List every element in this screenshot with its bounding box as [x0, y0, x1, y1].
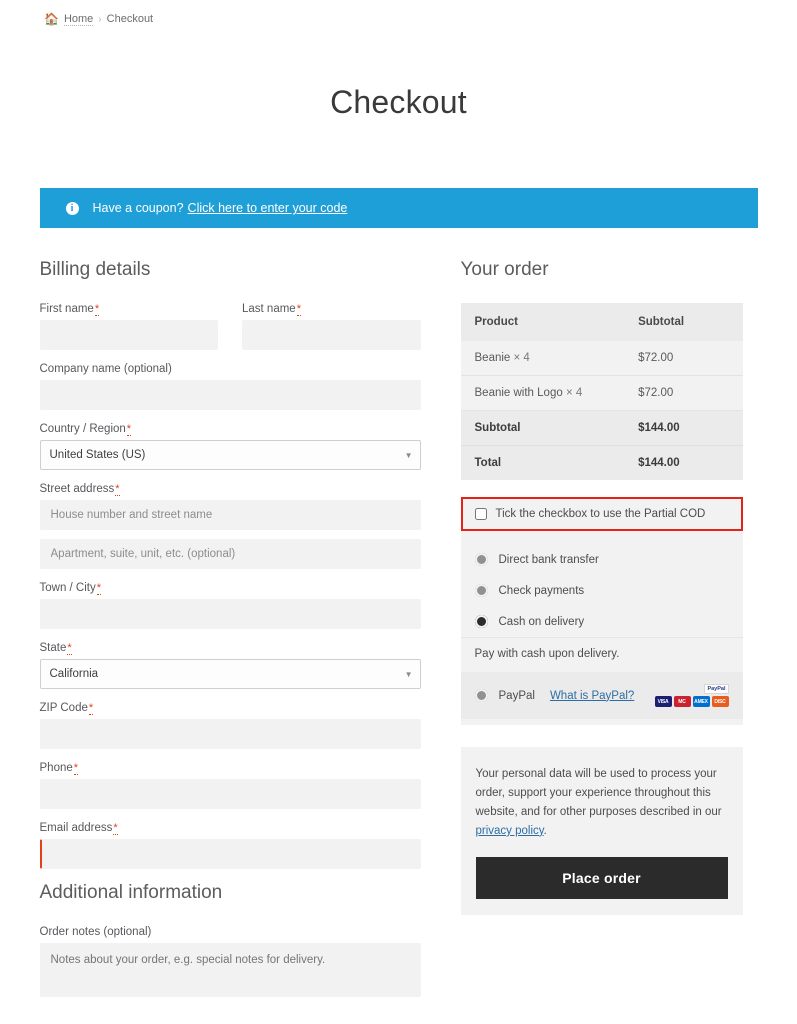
billing-details-title: Billing details [39, 259, 151, 280]
item-name: Beanie [474, 352, 511, 364]
state-label-text: State [39, 642, 67, 654]
item-qty: × 4 [565, 387, 583, 399]
subtotal-value: $144.00 [624, 411, 742, 446]
name-row [40, 303, 421, 350]
item-name-cell [461, 376, 625, 411]
breadcrumb [0, 0, 797, 26]
state-label [40, 642, 421, 654]
subtotal-label: Subtotal [461, 411, 625, 446]
required-marker: * [96, 582, 102, 594]
company-field [40, 363, 421, 410]
last-name-label-text: Last name [242, 303, 296, 315]
what-is-paypal-link[interactable]: What is PayPal? [549, 689, 635, 702]
last-name-input[interactable] [242, 320, 421, 350]
table-row [461, 376, 743, 411]
email-label [40, 822, 421, 834]
zip-label [40, 702, 421, 714]
email-label-text: Email address [39, 822, 113, 834]
partial-cod-row[interactable] [461, 497, 743, 531]
payment-methods-box [461, 497, 743, 725]
street-address-field [40, 483, 421, 569]
required-marker: * [296, 303, 301, 315]
additional-information-title: Additional information [39, 882, 223, 903]
coupon-link[interactable]: Click here to enter your code [187, 201, 348, 215]
last-name-field [242, 303, 421, 350]
payment-method-paypal[interactable] [461, 672, 743, 719]
checkout-columns [40, 259, 758, 1015]
first-name-field [40, 303, 219, 350]
item-name: Beanie with Logo [474, 387, 563, 399]
mastercard-card-icon: MC [674, 696, 691, 707]
street-address-line2-input[interactable] [40, 539, 421, 569]
zip-input[interactable] [40, 719, 421, 749]
payment-method-label: Cash on delivery [498, 615, 585, 628]
phone-label [40, 762, 421, 774]
total-row [461, 446, 743, 481]
privacy-and-submit-box [461, 747, 743, 915]
country-selected-value: United States (US) [49, 449, 146, 461]
info-icon: i [66, 202, 79, 215]
required-marker: * [67, 642, 72, 654]
country-label-text: Country / Region [39, 423, 126, 435]
privacy-policy-link[interactable]: privacy policy [475, 824, 544, 837]
partial-cod-label: Tick the checkbox to use the Partial COD [495, 508, 706, 520]
required-marker: * [88, 702, 94, 714]
privacy-text-before: Your personal data will be used to process your order, support your experience throughout this website, and for other purposes described in our [475, 768, 722, 818]
radio-selected-icon[interactable] [475, 615, 488, 628]
company-input[interactable] [40, 380, 421, 410]
country-label [40, 423, 421, 435]
breadcrumb-current: Checkout [106, 13, 154, 25]
payment-method-label: Direct bank transfer [498, 553, 599, 566]
first-name-label-text: First name [39, 303, 94, 315]
last-name-label [242, 303, 421, 315]
breadcrumb-home-link[interactable]: Home [63, 12, 94, 25]
phone-label-text: Phone [39, 762, 73, 774]
privacy-policy-text [476, 765, 728, 841]
city-field [40, 582, 421, 629]
zip-label-text: ZIP Code [39, 702, 88, 714]
required-marker: * [94, 303, 100, 315]
email-input[interactable] [40, 839, 421, 869]
amex-card-icon: AMEX [693, 696, 710, 707]
required-marker: * [115, 483, 120, 495]
order-notes-label: Order notes (optional) [39, 926, 152, 938]
total-value: $144.00 [624, 446, 742, 481]
payment-method-list [461, 531, 743, 637]
state-field [40, 642, 421, 689]
order-notes-textarea[interactable] [40, 943, 421, 997]
radio-icon[interactable] [475, 584, 488, 597]
your-order-title: Your order [460, 259, 549, 280]
order-review-table [461, 303, 743, 480]
order-column [461, 259, 743, 1015]
chevron-down-icon: ▼ [404, 669, 413, 679]
page-title: Checkout [330, 84, 467, 120]
payment-method-check-payments[interactable] [461, 575, 743, 606]
state-select[interactable] [40, 659, 421, 689]
checkout-content [40, 121, 758, 1015]
city-label [40, 582, 421, 594]
partial-cod-checkbox[interactable] [475, 508, 487, 520]
privacy-text-after: . [543, 824, 547, 837]
subtotal-row [461, 411, 743, 446]
zip-field [40, 702, 421, 749]
paypal-badge-icon: PayPal [704, 684, 728, 694]
coupon-text: Have a coupon? [92, 201, 184, 215]
discover-card-icon: DISC [712, 696, 729, 707]
item-subtotal: $72.00 [624, 376, 742, 411]
company-label: Company name (optional) [39, 363, 172, 375]
radio-icon[interactable] [475, 689, 488, 702]
required-marker: * [126, 423, 132, 435]
accepted-cards [655, 684, 729, 707]
total-label: Total [461, 446, 625, 481]
item-subtotal: $72.00 [624, 341, 742, 376]
radio-icon[interactable] [475, 553, 488, 566]
street-address-label [40, 483, 421, 495]
city-input[interactable] [40, 599, 421, 629]
city-label-text: Town / City [39, 582, 96, 594]
header-subtotal: Subtotal [624, 303, 742, 341]
coupon-notice [40, 188, 758, 228]
paypal-label: PayPal [498, 689, 535, 702]
payment-method-label: Check payments [498, 584, 585, 597]
header-product: Product [461, 303, 625, 341]
visa-card-icon: VISA [655, 696, 672, 707]
chevron-down-icon: ▼ [404, 450, 413, 460]
table-header-row [461, 303, 743, 341]
phone-field [40, 762, 421, 809]
place-order-button[interactable]: Place order [476, 857, 728, 899]
billing-column [40, 259, 421, 1015]
order-notes-field [40, 926, 421, 1002]
street-address-label-text: Street address [39, 483, 115, 495]
payment-method-bank-transfer[interactable] [461, 544, 743, 575]
email-field-group [40, 822, 421, 869]
home-icon: 🏠 [44, 12, 59, 26]
item-qty: × 4 [513, 352, 530, 364]
payment-method-cash-on-delivery[interactable] [461, 606, 743, 637]
required-marker: * [73, 762, 79, 774]
breadcrumb-separator: › [98, 13, 102, 25]
table-row [461, 341, 743, 376]
item-name-cell [461, 341, 625, 376]
first-name-input[interactable] [40, 320, 219, 350]
country-field [40, 423, 421, 470]
payment-method-description: Pay with cash upon delivery. [461, 637, 743, 672]
first-name-label [40, 303, 219, 315]
state-selected-value: California [49, 668, 99, 680]
required-marker: * [113, 822, 118, 834]
street-address-line1-input[interactable] [40, 500, 421, 530]
country-select[interactable] [40, 440, 421, 470]
phone-input[interactable] [40, 779, 421, 809]
